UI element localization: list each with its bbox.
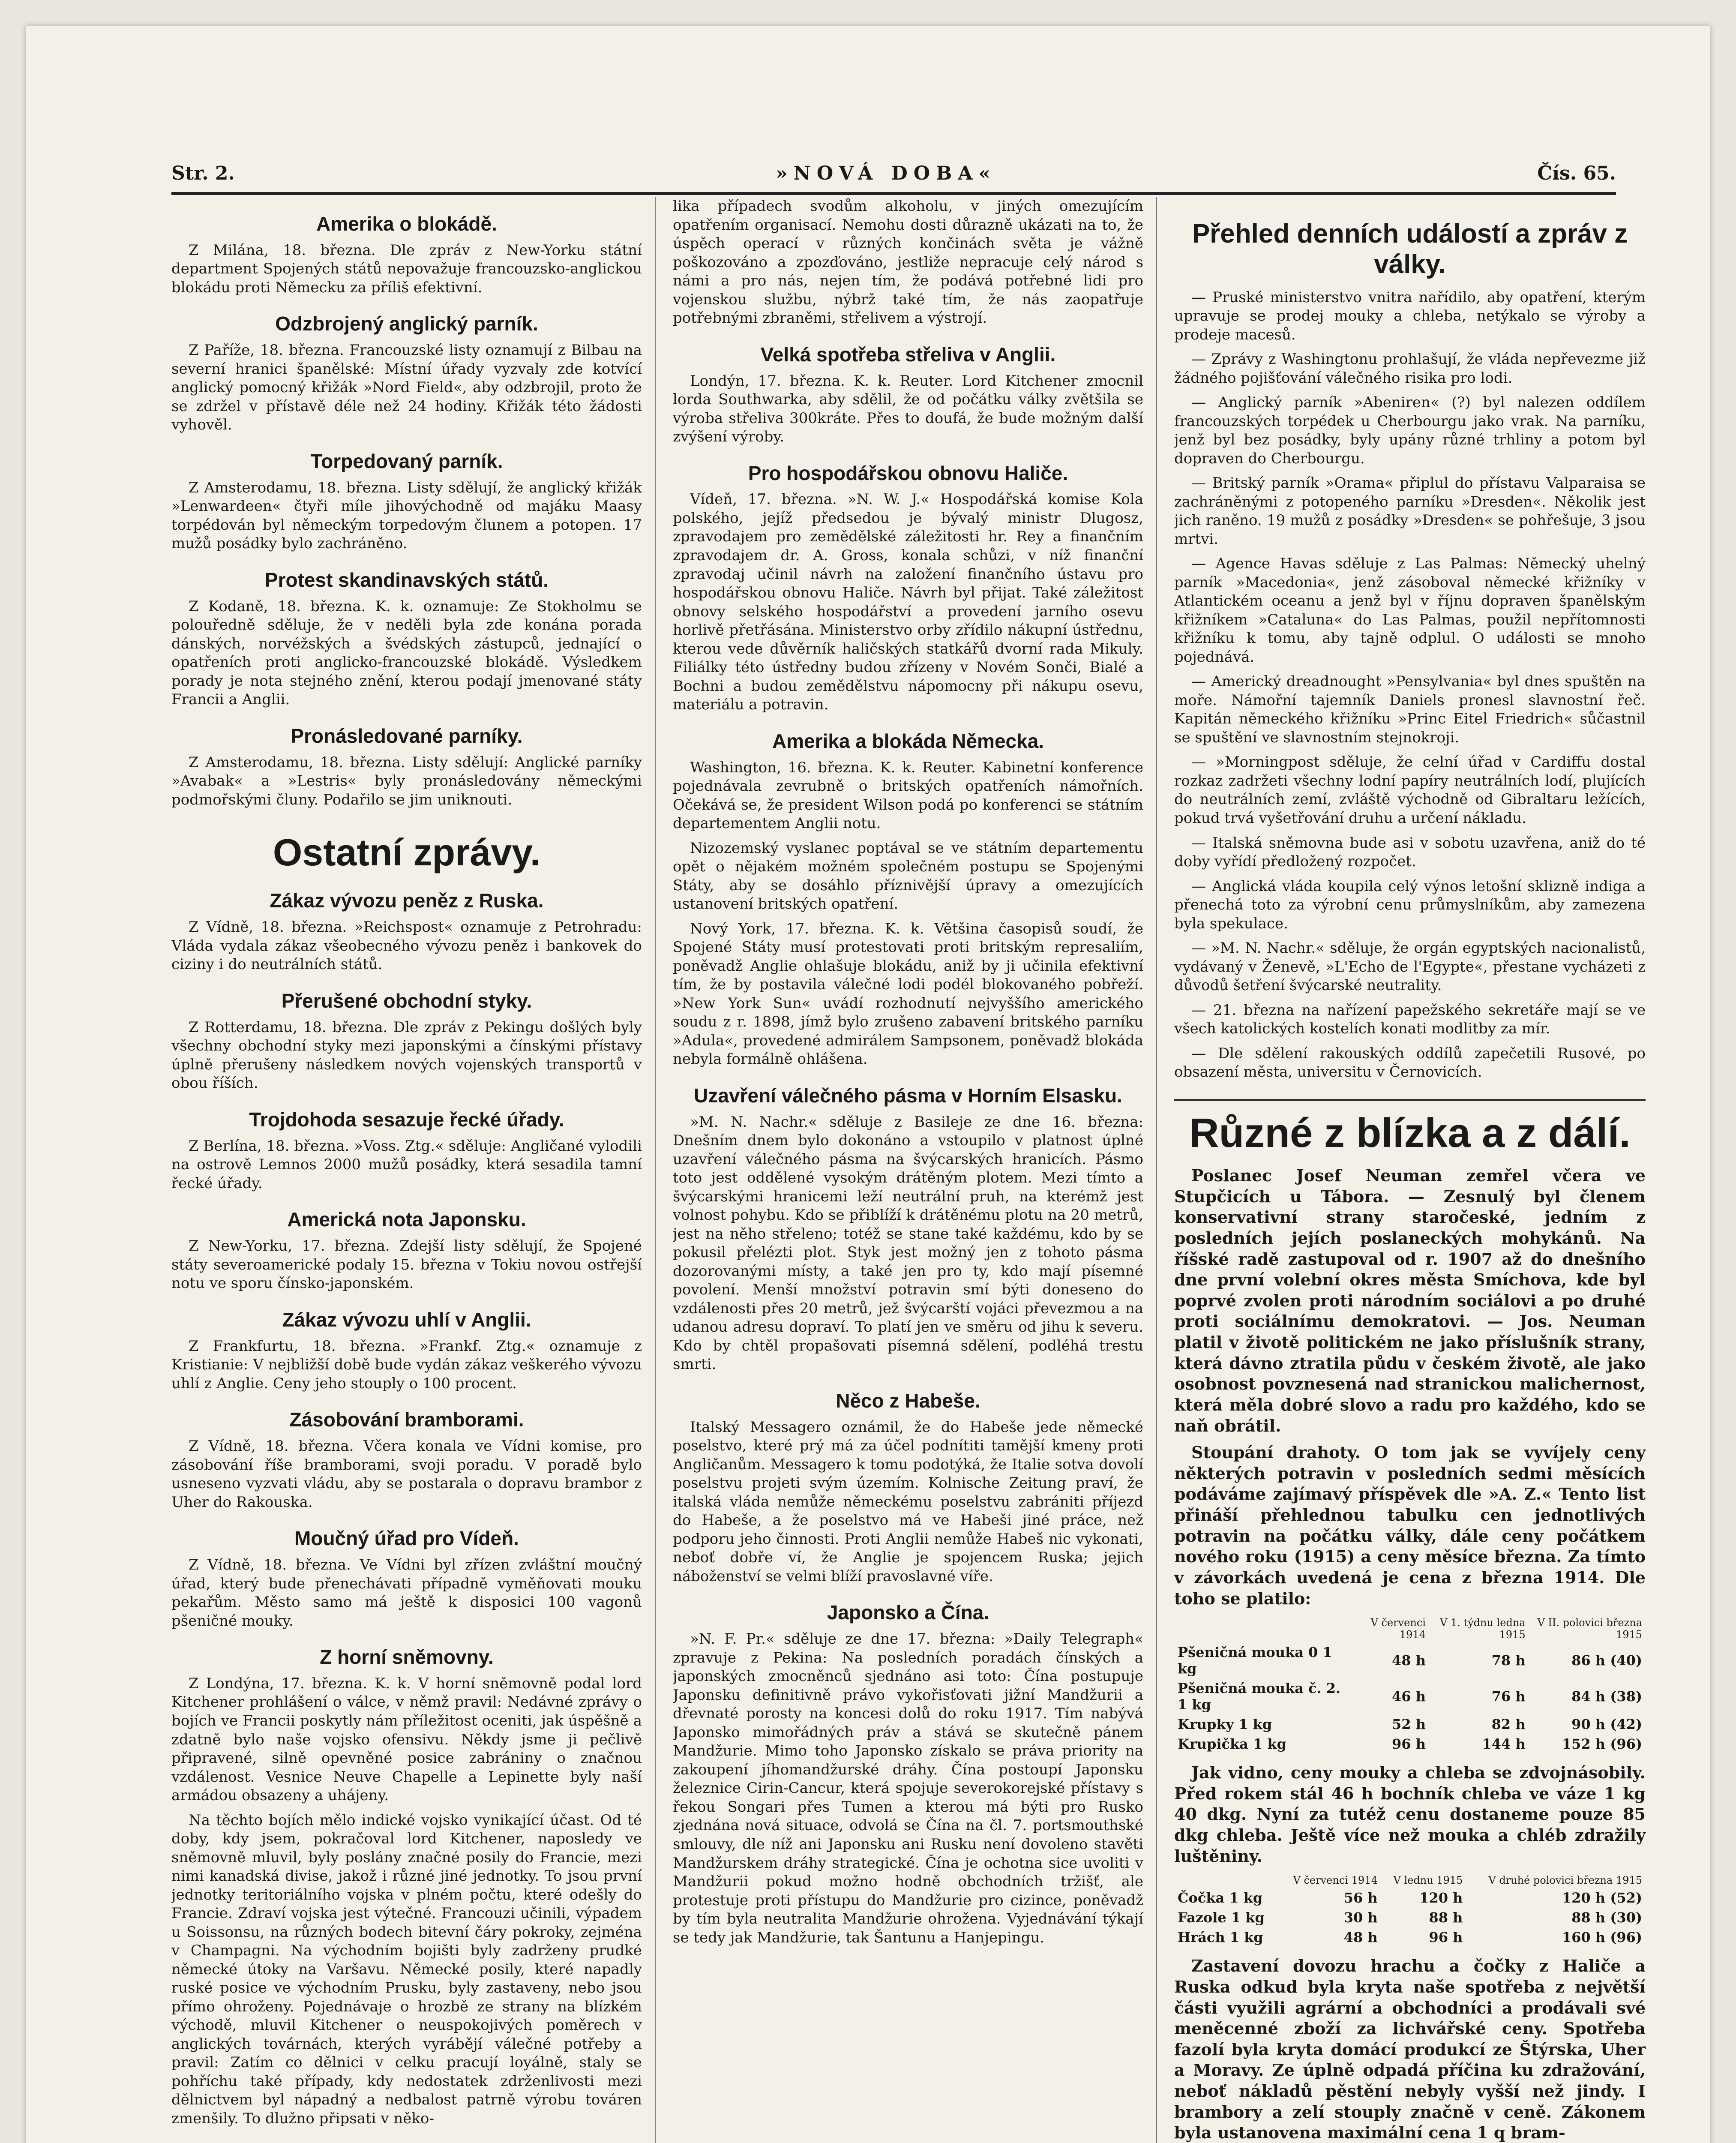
table-header: V II. polovici března 1915 [1537, 1617, 1642, 1641]
article-text: Washington, 16. března. K. k. Reuter. Kabinetní konference pojednávala zevrubně o britských opatřeních námořních. Očekává se, že president Wilson podá po konferenci se státním departementem Anglii notu. [673, 759, 1143, 832]
article-text: Z New-Yorku, 17. března. Zdejší listy sdělují, že Spojené státy severoamerické podaly 15. března v Tokiu novou ostřejší notu ve sporu čínsko-japonském. [171, 1237, 642, 1292]
article-title: Velká spotřeba střeliva v Anglii. [760, 343, 1056, 366]
section-title: Přehled denních událostí a zpráv z války. [1192, 219, 1628, 279]
article-title: Pronásledované parníky. [291, 724, 523, 747]
page-header [171, 133, 1616, 195]
article-text: Vídeň, 17. března. »N. W. J.« Hospodářská komise Kola polského, jejíž předsedou je bývalý ministr Dlugosz, zpravodajem pro zemědělské záležitosti hr. Rey a finančním zpravodajem dr. A. Gross, konala schůzi, v níž finanční zpravodaj učinil návrh na založení finančního ústavu pro hospodářskou obnovu Haliče. Návrh byl přijat. Také záležitost obnovy selského hospodářství a provedení jarního osevu horlivě přetřásána. Ministerstvo orby zřídilo nákupní ústřednu, kterou vede důvěrník haličských statkářů dvorní rada Mikuly. Filiálky této ústředny budou zřízeny v Novém Sonči, Bialé a Bochni a budou zemědělstvu nápomocny při nákupu osevu, materiálu a potravin. [673, 491, 1143, 714]
article-text: Londýn, 17. března. K. k. Reuter. Lord Kitchener zmocnil lorda Southwarka, aby sdělil, že od počátku války zvětšila se výroba střeliva 300kráte. Přes to doufá, že bude možným další zvýšení výroby. [673, 372, 1143, 446]
article-text: Z Vídně, 18. března. Včera konala ve Vídni komise, pro zásobování říše bramborami, svoji poradu. V poradě bylo usneseno vyzvati vládu, aby se postarala o dopravu brambor z Uher do Rakouska. [171, 1438, 642, 1511]
table-cell: 96 h [1429, 1929, 1463, 1946]
article-title: Z horní sněmovny. [320, 1646, 494, 1669]
table-cell: 88 h [1429, 1909, 1463, 1926]
table-cell: 46 h [1392, 1688, 1426, 1705]
table-cell: Pšeničná mouka 0 1 kg [1178, 1644, 1332, 1677]
article-title: Torpedovaný parník. [310, 450, 503, 472]
article-text: Z Vídně, 18. března. Ve Vídni byl zřízen zvláštní moučný úřad, který bude přenechávati případně vyměňovati mouku pekařům. Město samo má ještě k disposici 100 vagonů pšeničné mouky. [171, 1556, 642, 1630]
masthead: »NOVÁ DOBA« [776, 162, 996, 184]
newspaper-page [26, 26, 1710, 2143]
table-cell: 30 h [1343, 1909, 1378, 1926]
article-text: Na těchto bojích mělo indické vojsko vynikající účast. Od té doby, kdy jsem, pokračoval lord Kitchener, naposledy ve sněmovně mluvil, byly poslány značné posily do Francie, mezi nimi kanadská divise, jakož i různé jiné jednotky. To jsou první jednotky teritoriálního vojska v plném počtu, které odešly do Francie. Zdraví vojska jest výtečné. Francouzi učinili, výpadem u Soissonsu, na různých bodech bitevní čáry pokroky, zejména v Champagni. Na východním bojišti byly zadrženy prudké německé útoky na Varšavu. Německé posily, které napadly ruské posice ve východním Prusku, byly zastaveny, nebo jsou přímo ohroženy. Pojednávaje o hrozbě ze strany na blízkém východě, mluvil Kitchener o neuspokojivých poměrech v anglických továrnách, kterých vyrábějí válečné potřeby a pravil: Zatím co dělnici v celku pracují loyálně, staly se pohříchu také případy, kdy nedostatek zdrženlivosti mezi dělnictvem byl nápadný a nedbalost patrně výrobu továren zmenšily. To dlužno připsati v něko- [171, 1811, 642, 2127]
table-cell: 52 h [1392, 1716, 1426, 1733]
table-cell: 90 h (42) [1571, 1716, 1642, 1733]
column-3 [1174, 197, 1658, 2143]
article-text: Z Amsterodamu, 18. března. Listy sdělují, že anglický křižák »Lenwardeen« čtyři míle jihovýchodně od majáku Maasy torpédován byl německým torpedovým člunem a potopen. 17 mužů posádky bylo zachráněno. [171, 479, 642, 552]
table-row [1174, 1908, 1646, 1927]
table-cell: 144 h [1482, 1736, 1526, 1753]
article-text: Z Amsterodamu, 18. března. Listy sdělují: Anglické parníky »Avabak« a »Lestris« byly pronásledovány německými podmořskými čluny. Podařilo se jim uniknouti. [171, 753, 642, 808]
article-title: Pro hospodářskou obnovu Haliče. [748, 462, 1068, 484]
table-cell: 88 h (30) [1571, 1909, 1642, 1926]
article-text: Z Berlína, 18. března. »Voss. Ztg.« sděluje: Angličané vylodili na ostrově Lemnos 2000 mužů posádky, která sesadila tamní řecké úřady. [171, 1137, 642, 1192]
article-title: Něco z Habeše. [836, 1389, 980, 1412]
article-text: Z Kodaně, 18. března. K. k. oznamuje: Ze Stokholmu se polouředně sděluje, že v neděli byla zde konána porada dánských, norvéžských a švédských zástupců, jednající o opatřeních proti anglicko-francouzské blokádě. Výsledkem porady je nota stejného znění, kterou podají jmenované státy Francii a Anglii. [171, 597, 642, 708]
table-cell: 152 h (96) [1562, 1736, 1642, 1753]
table-cell: 76 h [1491, 1688, 1526, 1705]
news-item: — Agence Havas sděluje z Las Palmas: Německý uhelný parník »Macedonia«, jenž zásoboval německé křižníky v Atlantickém oceanu a jenž byl v říjnu dopraven španělským křižníkem »Cataluna« do Las Palmas, použil nepřítomnosti křižníku k tomu, aby tajně odplul. O události se mnoho pojednává. [1174, 555, 1646, 666]
news-item: — »Morningpost sděluje, že celní úřad v Cardiffu dostal rozkaz zadržeti všechny lodní papíry neutrálních lodí, plujících do neutrálních zemí, zvláště východně od Gibraltaru ležících, pokud trvá vyšetřování druhu a určení nákladu. [1174, 753, 1646, 827]
table-cell: Krupička 1 kg [1178, 1736, 1286, 1753]
article-title: Zákaz vývozu uhlí v Anglii. [282, 1308, 531, 1331]
table-cell: 86 h (40) [1571, 1652, 1642, 1669]
section-title: Různé z blízka a z dálí. [1174, 1099, 1646, 1157]
table-header: V lednu 1915 [1393, 1874, 1463, 1887]
article-title: Protest skandinavských států. [264, 568, 549, 591]
article-text: Poslanec Josef Neuman zemřel včera ve Stupčicích u Tábora. — Zesnulý byl členem konservativní strany staročeské, jedním z posledních jejích poslaneckých mohykánů. Na říšské radě zastupoval od r. 1907 až do dnešního dne první volební okres města Smíchova, kde byl poprvé zvolen proti národním sociálovi a po druhé proti sociálnímu demokratovi. — Jos. Neuman platil v životě politickém ne jako příslušník strany, která dávno ztratila půdu v českém životě, ale jako osobnost povznesená nad stranickou malichernost, která měla dobré slovo a radu pro každého, kdo se naň obrátil. [1174, 1166, 1646, 1435]
table-header: V červenci 1914 [1293, 1874, 1378, 1887]
table-cell: 56 h [1343, 1890, 1378, 1906]
article-text: Z Paříže, 18. března. Francouzské listy oznamují z Bilbau na severní hranici španělské: Místní úřady vyzvaly zde kotvící anglický pomocný křižák »Nord Field«, aby odzbrojil, proto že se zdržel v přístavě déle než 24 hodiny. Křižák této žádosti vyhověl. [171, 342, 642, 434]
article-title: Zákaz vývozu peněz z Ruska. [270, 889, 544, 912]
table-header: V červenci 1914 [1370, 1617, 1426, 1641]
article-title: Moučný úřad pro Vídeň. [294, 1527, 519, 1550]
table-header [1174, 1615, 1348, 1642]
article-title: Amerika o blokádě. [316, 213, 497, 235]
column-2 [673, 197, 1157, 2143]
price-table-2 [1174, 1873, 1646, 1947]
article-title: Odzbrojený anglický parník. [275, 312, 538, 335]
article-text: Nový York, 17. března. K. k. Většina časopisů soudí, že Spojené Státy musí protestovati proti britským represaliím, poněvadž Anglie ohlašuje blokádu, aniž by ji učinila efektivní tím, že by postavila válečné lodi podél blokovaného pobřeží. »New York Sun« uvádí rozhodnutí nejvyššího amerického soudu z r. 1898, jímž bylo zrušeno zabavení britského parníku »Adula«, provedené admirálem Sampsonem, poněvadž blokáda nebyla formálně ohlášena. [673, 920, 1143, 1068]
table-cell: 78 h [1491, 1652, 1526, 1669]
article-title: Trojdohoda sesazuje řecké úřady. [249, 1108, 564, 1131]
article-title: Uzavření válečného pásma v Horním Elsasku. [694, 1084, 1122, 1107]
table-cell: Fazole 1 kg [1178, 1909, 1265, 1926]
news-item: — Anglická vláda koupila celý výnos letošní sklizně indiga a přenechá toto za výrobní cenu průmyslníkům, aby zamezena byla spekulace. [1174, 877, 1646, 932]
table-cell: Čočka 1 kg [1178, 1890, 1263, 1906]
article-title: Japonsko a Čína. [827, 1601, 989, 1624]
article-text: Nizozemský vyslanec poptával se ve státním departementu opět o nějakém možném společném postupu se Spojenými Státy, aby se dosáhlo příznivější úpravy a omezujících ustanovení britských opatření. [673, 839, 1143, 913]
table-header-row [1174, 1615, 1646, 1642]
article-text: Z Rotterdamu, 18. března. Dle zpráv z Pekingu došlých byly všechny obchodní styky mezi japonskými a čínskými přístavy úplně přerušeny následkem nových vojenských transportů v obou říších. [171, 1018, 642, 1092]
table-cell: 160 h (96) [1562, 1929, 1642, 1946]
article-title: Americká nota Japonsku. [287, 1208, 526, 1231]
article-text: »M. N. Nachr.« sděluje z Basileje ze dne 16. března: Dnešním dnem bylo dokonáno a vstoupilo v platnost úplné uzavření válečného pásma na švýcarských hranicích. Pásmo toto jest oddělené vysokým drátěným plotem. Mezi tímto a švýcarskými hranicemi leží neutrální pruh, na kterémž jest volnost pohybu. Kdo se přiblíží k drátěnému plotu na 20 metrů, jest na něho střeleno; totéž se stane také každému, kdo by se pokusil přelézti plot. Styk jest možný jen z tohoto pásma dozorovanými místy, a také jen pro ty, kdo mají písemné povolení. Menší množství potravin smí býti doneseno do vzdálenosti přes 20 metrů, jež švýcarští vojáci převezmou a na udanou adresu dopraví. To platí jen ve směru od jihu k severu. Kdo by chtěl propašovati písemná sdělení, podléhá trestu smrti. [673, 1113, 1143, 1373]
column-1 [171, 197, 656, 2143]
table-cell: 120 h (52) [1562, 1890, 1642, 1906]
table-header: V druhé polovici března 1915 [1488, 1874, 1642, 1887]
article-text: Z Vídně, 18. března. »Reichspost« oznamuje z Petrohradu: Vláda vydala zákaz všeobecného vývozu peněz i bankovek do ciziny i do neutrálních států. [171, 918, 642, 973]
article-title: Amerika a blokáda Německa. [772, 729, 1044, 752]
news-item: — 21. března na nařízení papežského sekretáře mají se ve všech katolických kostelích konati modlitby za mír. [1174, 1001, 1646, 1038]
table-header [1174, 1873, 1279, 1888]
table-cell: 84 h (38) [1571, 1688, 1642, 1705]
article-text: Z Frankfurtu, 18. března. »Frankf. Ztg.« oznamuje z Kristianie: V nejbližší době bude vydán zákaz veškerého vývozu uhlí z Anglie. Ceny jeho stouply o 100 procent. [171, 1337, 642, 1392]
article-text: Jak vidno, ceny mouky a chleba se zdvojnásobily. Před rokem stál 46 h bochník chleba ve váze 1 kg 40 dkg. Nyní za tutéž cenu dostaneme pouze 85 dkg chleba. Ještě více než mouka a chléb zdražily luštěniny. [1174, 1763, 1646, 1866]
table-row [1174, 1714, 1646, 1734]
news-item: — »M. N. Nachr.« sděluje, že orgán egyptských nacionalistů, vydávaný v Ženevě, »L'Echo de l'Egypte«, přestane vycházeti z důvodů šetření švýcarské neutrality. [1174, 939, 1646, 994]
issue-number: Čís. 65. [1537, 162, 1616, 184]
article-text: Z Milána, 18. března. Dle zpráv z New-Yorku státní department Spojených států nepovažuje francouzsko-anglickou blokádu proti Německu za příliš efektivní. [171, 241, 642, 296]
news-item: — Britský parník »Orama« připlul do přístavu Valparaisa se zachráněnými z potopeného parníku »Dresden«. Několik jest jich raněno. 19 mužů z posádky »Dresden« se pohřešuje, 3 jsou mrtvi. [1174, 474, 1646, 548]
table-row [1174, 1734, 1646, 1754]
news-item: — Anglický parník »Abeniren« (?) byl nalezen oddílem francouzských torpédek u Cherbourgu jako vrak. Na parníku, jenž byl bez posádky, byly upány různé trhliny a potom byl dopraven do Cherbourgu. [1174, 394, 1646, 467]
table-cell: 96 h [1392, 1736, 1426, 1753]
table-cell: 48 h [1343, 1929, 1378, 1946]
price-table-1 [1174, 1615, 1646, 1754]
table-header-row [1174, 1873, 1646, 1888]
news-list [1174, 288, 1646, 1082]
article-text: Zastavení dovozu hrachu a čočky z Haliče a Ruska odkud byla kryta naše spotřeba z největší části využili agrární a obchodníci a prodávali své meněcenné zboží za lichvářské ceny. Spotřeba fazolí byla kryta domácí produkcí ze Štýrska, Uher a Moravy. Ze úplně odpadá příčina ku zdražování, neboť nákladů pěstění nebyly vyšší než jindy. I brambory a zelí stouply značně v ceně. Zákonem byla ustanovena maximální cena 1 q bram- [1174, 1956, 1646, 2143]
table-row [1174, 1888, 1646, 1908]
news-item: — Zprávy z Washingtonu prohlašují, že vláda nepřevezme již žádného pojišťování válečného risika pro lodi. [1174, 351, 1646, 387]
article-text: lika případech svodům alkoholu, v jiných omezujícím opatřením organisací. Nemohu dosti důrazně ukázati na to, že úspěch operací v různých končinách světa je vážně poškozováno a zpozďováno, jestliže nepracuje celý národ s námi a pro nás, nejen tím, že podává potřebné lidi pro vojenskou službu, nýbrž také tím, že nás zaopatřuje potřebnými zbraněmi, střelivem a výstrojí. [673, 198, 1143, 327]
table-cell: 82 h [1491, 1716, 1526, 1733]
article-text: »N. F. Pr.« sděluje ze dne 17. března: »Daily Telegraph« zpravuje z Pekina: Na posledních poradách čínských a japonských zmocněnců sjednáno asi toto: Čína postupuje Japonsku definitivně právo vykořisťovati jižní Mandžurii a dřevnaté porosty na koncesi dolů do roku 1917. Tím nabývá Japonsko mimořádných práv a stává se skutečně pánem Mandžurie. Mimo toho Japonsko získalo se práva priority na zakoupení jíhomandžurské dráhy. Čína postoupí Japonsku železnice Cirin-Cancur, která spojuje severokorejské přístavy s řekou Songari přes Tumen a kterou má býti pro Rusko zjednána nová situace, odvolá se Čína na čl. 7. portsmouthské smlouvy, dle níž ani Japonsku ani Rusku není dovoleno stavěti Mandžurskem dráhy strategické. Čína je ochotna sice uvoliti v Mandžurii pokud možno hodně obchodních tržišť, ale protestuje proti přístupu do Mandžurie pro cizince, poněvadž by tím byla neutralita Mandžurie ohrožena. Vyjednávání týkají se tedy jak Mandžurie, tak Šantunu a Hanjepingu. [673, 1630, 1143, 1946]
article-text: Stoupání drahoty. O tom jak se vyvíjely ceny některých potravin v posledních sedmi měsících podáváme zajímavý příspěvek dle »A. Z.« Tento list přináší přehlednou tabulku cen jednotlivých potravin na počátku války, dále ceny počátkem nového roku (1915) a ceny měsíce března. Za tímto v závorkách uvedená je cena z března 1914. Dle toho se platilo: [1174, 1443, 1646, 1608]
table-row [1174, 1642, 1646, 1678]
table-cell: Pšeničná mouka č. 2. 1 kg [1178, 1680, 1341, 1713]
article-title: Zásobování bramborami. [289, 1408, 524, 1431]
table-cell: 120 h [1419, 1890, 1463, 1906]
article-text: Italský Messagero oznámil, že do Habeše jede německé poselstvo, které prý má za účel podnítiti tamější kmeny proti Angličanům. Messagero k tomu podotýká, že Italie sotva dovolí poselstvu projeti svým územím. Kolnische Zeitung praví, že italská vláda nemůže německému poselstvu zabrániti příjezd do Habeše, a že poselstvo má ve Habeši jiné práce, než podporu jeho činnosti. Proti Anglii nemůže Habeš nic vykonati, neboť dobře ví, že Anglie je spojencem Ruska; jejich náboženství se velmi blíží pravoslavné víře. [673, 1418, 1143, 1585]
news-item: — Italská sněmovna bude asi v sobotu uzavřena, aniž do té doby vyřídí předložený rozpočet. [1174, 834, 1646, 870]
news-item: — Dle sdělení rakouských oddílů zapečetili Rusové, po obsazení města, universitu v Černovicích. [1174, 1044, 1646, 1081]
table-header: V 1. týdnu ledna 1915 [1439, 1617, 1526, 1641]
news-item: — Americký dreadnought »Pensylvania« byl dnes spuštěn na moře. Námořní tajemník Daniels pronesl slavnostní řeč. Kapitán německého křižníku »Princ Eitel Friedrich« sůčastnil se spuštění ve slavnostním stejnokroji. [1174, 673, 1646, 746]
table-row [1174, 1678, 1646, 1714]
columns [171, 197, 1658, 2143]
article-title: Přerušené obchodní styky. [281, 989, 532, 1012]
table-cell: 48 h [1392, 1652, 1426, 1669]
section-title: Ostatní zprávy. [273, 831, 541, 874]
page-number: Str. 2. [171, 162, 235, 184]
table-row [1174, 1927, 1646, 1947]
table-cell: Hrách 1 kg [1178, 1929, 1263, 1946]
article-text: Z Londýna, 17. března. K. k. V horní sněmovně podal lord Kitchener prohlášení o válce, v němž pravil: Nedávné zprávy o bojích ve Francii poskytly nám příležitost oceniti, jak úspěšně a zdatně bylo naše vojsko ofensivu. Někdy jsme ji pečlivě připravené, silně opevněné posice zabrániny o značnou vzdálenost. Vesnice Neuve Chapelle a Lepinette byly naší armádou obsazeny a uhájeny. [171, 1675, 642, 1804]
table-cell: Krupky 1 kg [1178, 1716, 1272, 1733]
news-item: — Pruské ministerstvo vnitra nařídilo, aby opatření, kterým upravuje se prodej mouky a chleba, netýkalo se výroby a prodeje macesů. [1174, 288, 1646, 343]
